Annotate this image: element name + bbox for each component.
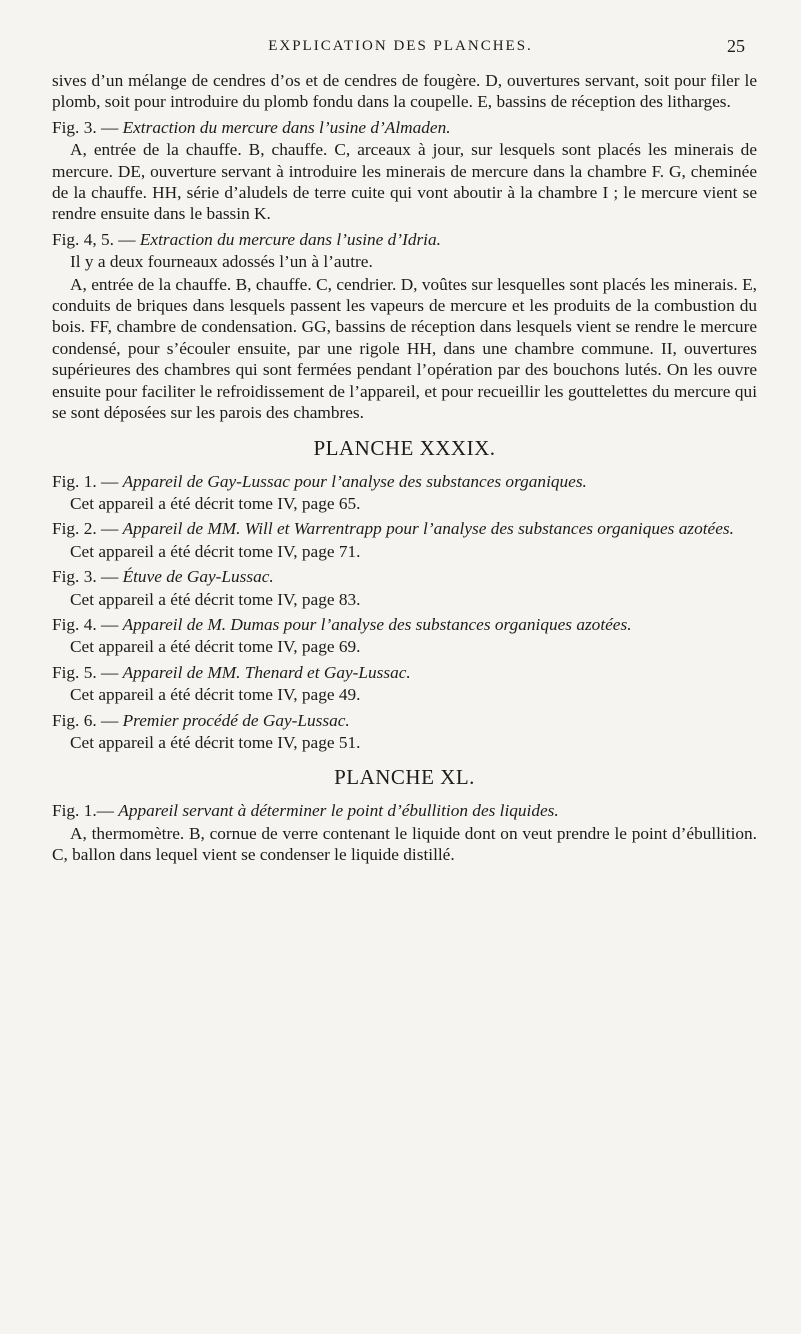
fig-title: Appareil de Gay-Lussac pour l’analyse des substances organiques. [122,471,587,491]
plate39-figure [52,710,757,754]
plate39-heading: PLANCHE XXXIX. [313,435,496,460]
figure-caption [52,471,757,492]
plate39-figure [52,566,757,610]
fig3-caption [52,117,757,138]
fig-title: Extraction du mercure dans l’usine d’Almaden. [122,117,451,137]
fig-title: Appareil de MM. Thenard et Gay-Lussac. [122,662,411,682]
page-number: 25 [727,36,745,56]
figure-description: Cet appareil a été décrit tome IV, page 49. [70,685,361,705]
fig-title: Appareil de MM. Will et Warrentrapp pour l’analyse des substances organiques azotées. [122,519,734,539]
running-header: EXPLICATION DES PLANCHES. [268,38,533,54]
fig-label: Fig. 1.— [52,801,119,821]
fig-title: Appareil servant à déterminer le point d’ébullition des liquides. [118,801,559,821]
plate40-legend: A, thermomètre. B, cornue de verre contenant le liquide dont on veut prendre le point d’ébullition. C, ballon dans lequel vient se condenser le liquide distillé. [52,823,757,865]
fig-label: Fig. 5. — [52,662,123,682]
fig45-caption [52,229,757,250]
plate39-figure [52,471,757,515]
fig-label: Fig. 2. — [52,519,123,539]
fig3-legend: A, entrée de la chauffe. B, chauffe. C, arceaux à jour, sur lesquels sont placés les minerais de mercure. DE, ouverture servant à introduire les minerais de mercure dans la chambre F. G, cheminée de la chauffe. HH, série d’aludels de terre cuite qui vont aboutir à la chambre I ; le mercure vient se rendre ensuite dans le bassin K. [52,140,757,224]
figure-description: Cet appareil a été décrit tome IV, page 83. [70,589,361,609]
plate39-figure [52,662,757,706]
figure-caption [52,710,757,731]
fig45-line: Il y a deux fourneaux adossés l’un à l’autre. [70,252,373,272]
fig-label: Fig. 4. — [52,614,123,634]
fig-title: Extraction du mercure dans l’usine d’Idria. [139,229,441,249]
figure-description: Cet appareil a été décrit tome IV, page 65. [70,493,361,513]
page-body [52,70,757,867]
fig-title: Appareil de M. Dumas pour l’analyse des substances organiques azotées. [122,614,632,634]
figure-caption [52,614,757,635]
plate39-figure [52,614,757,658]
figure-caption [52,662,757,683]
fig-label: Fig. 6. — [52,710,123,730]
fig-label: Fig. 4, 5. — [52,229,140,249]
fig-label: Fig. 3. — [52,567,123,587]
plate40-caption [52,800,757,821]
fig-label: Fig. 3. — [52,117,123,137]
fig-title: Étuve de Gay-Lussac. [122,567,274,587]
figure-description: Cet appareil a été décrit tome IV, page 69. [70,637,361,657]
figure-description: Cet appareil a été décrit tome IV, page 51. [70,732,361,752]
plate39-figure [52,518,757,562]
figure-caption [52,566,757,587]
fig-title: Premier procédé de Gay-Lussac. [122,710,350,730]
figure-caption [52,518,757,539]
figure-description: Cet appareil a été décrit tome IV, page 71. [70,541,361,561]
plate40-heading: PLANCHE XL. [334,765,475,790]
intro-paragraph: sives d’un mélange de cendres d’os et de cendres de fougère. D, ouvertures servant, soit pour filer le plomb, soit pour introduire du plomb fondu dans la coupelle. E, bassins de réception des litharges. [52,71,757,112]
fig-label: Fig. 1. — [52,471,123,491]
fig45-legend: A, entrée de la chauffe. B, chauffe. C, cendrier. D, voûtes sur lesquelles sont placés les minerais. E, conduits de briques dans lesquels passent les vapeurs de mercure et les produits de la combustion du bois. FF, chambre de condensation. GG, bassins de réception dans lesquels vient se rendre le mercure condensé, pour s’écouler ensuite, par une rigole HH, dans une chambre commune. II, ouvertures supérieures des chambres qui sont fermées pendant l’opération par des bouchons lutés. On les ouvre ensuite pour faciliter le refroidissement de l’appareil, et pour recueillir les gouttelettes du mercure qui se sont déposées sur les parois des chambres. [52,274,757,423]
